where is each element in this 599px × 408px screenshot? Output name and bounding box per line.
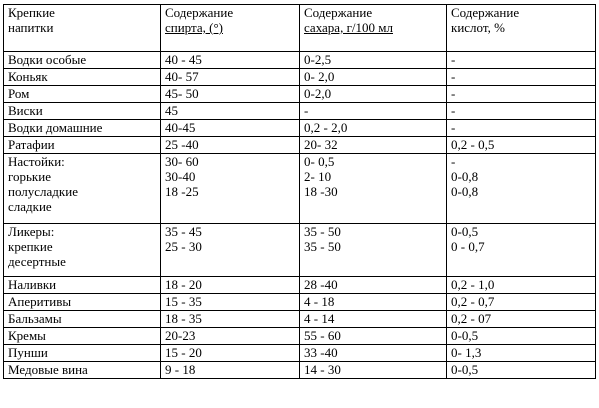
cell-text: Коньяк (8, 69, 48, 84)
cell-text: 0 - 0,7 (451, 239, 485, 254)
cell-name (4, 120, 161, 137)
cell-text: крепкие (8, 239, 53, 254)
cell-sugar (300, 224, 447, 277)
header-acid (447, 5, 596, 52)
cell-text: 28 -40 (304, 277, 338, 292)
cell-text: 0,2 - 07 (451, 311, 492, 326)
cell-text: 30- 60 (165, 154, 199, 169)
cell-acid (447, 345, 596, 362)
cell-text: 4 - 18 (304, 294, 335, 309)
cell-text: Аперитивы (8, 294, 72, 309)
cell-text: Пунши (8, 345, 48, 360)
cell-text: 0-0,8 (451, 169, 479, 184)
cell-sugar (300, 52, 447, 69)
cell-text: 25 - 30 (165, 239, 202, 254)
cell-sugar (300, 328, 447, 345)
cell-name (4, 69, 161, 86)
cell-acid (447, 328, 596, 345)
cell-alcohol (161, 328, 300, 345)
cell-text: - (451, 52, 456, 67)
cell-acid (447, 86, 596, 103)
table-row (4, 362, 596, 379)
cell-text: - (304, 103, 309, 118)
cell-text: 35 - 50 (304, 224, 341, 239)
cell-text: 18 - 20 (165, 277, 202, 292)
header-text: Содержание (165, 5, 234, 20)
table-row (4, 120, 596, 137)
cell-name (4, 86, 161, 103)
cell-acid (447, 311, 596, 328)
cell-acid (447, 154, 596, 224)
cell-text: 55 - 60 (304, 328, 341, 343)
header-text: Содержание (304, 5, 373, 20)
cell-text: 15 - 20 (165, 345, 202, 360)
cell-text: 0-0,5 (451, 328, 479, 343)
cell-text: 45- 50 (165, 86, 199, 101)
header-text: Крепкие (8, 5, 55, 20)
table-row (4, 277, 596, 294)
cell-text: 0-2,5 (304, 52, 332, 67)
table-body (4, 52, 596, 379)
cell-text: Виски (8, 103, 43, 118)
cell-text: Наливки (8, 277, 57, 292)
cell-name (4, 52, 161, 69)
cell-text: 0-0,8 (451, 184, 479, 199)
cell-text: - (451, 120, 456, 135)
cell-text: 2- 10 (304, 169, 332, 184)
cell-name (4, 224, 161, 277)
cell-text: Водки особые (8, 52, 87, 67)
cell-text: - (451, 86, 456, 101)
table-row (4, 345, 596, 362)
cell-text: 35 - 50 (304, 239, 341, 254)
table-row (4, 154, 596, 224)
cell-text: 18 - 35 (165, 311, 202, 326)
cell-text: Ром (8, 86, 30, 101)
cell-sugar (300, 103, 447, 120)
cell-sugar (300, 311, 447, 328)
cell-sugar (300, 345, 447, 362)
table-row (4, 311, 596, 328)
cell-alcohol (161, 120, 300, 137)
cell-text: 0-0,5 (451, 362, 479, 377)
header-alcohol (161, 5, 300, 52)
cell-text: 25 -40 (165, 137, 199, 152)
header-row (4, 5, 596, 52)
cell-sugar (300, 137, 447, 154)
header-text: спирта, (°) (165, 20, 223, 35)
cell-name (4, 103, 161, 120)
cell-text: Кремы (8, 328, 46, 343)
table-row (4, 294, 596, 311)
cell-alcohol (161, 103, 300, 120)
cell-text: 33 -40 (304, 345, 338, 360)
cell-text: - (451, 154, 456, 169)
cell-text: - (451, 69, 456, 84)
table-row (4, 86, 596, 103)
cell-text: сладкие (8, 199, 52, 214)
table-row (4, 52, 596, 69)
cell-acid (447, 137, 596, 154)
header-sugar (300, 5, 447, 52)
cell-alcohol (161, 52, 300, 69)
cell-text: 30-40 (165, 169, 196, 184)
header-text: Содержание (451, 5, 520, 20)
cell-acid (447, 224, 596, 277)
header-text: напитки (8, 20, 54, 35)
table-row (4, 103, 596, 120)
cell-sugar (300, 69, 447, 86)
cell-text: 45 (165, 103, 178, 118)
cell-text: 35 - 45 (165, 224, 202, 239)
table-row (4, 224, 596, 277)
cell-text: 0,2 - 0,5 (451, 137, 495, 152)
cell-text: Ликеры: (8, 224, 55, 239)
cell-text: горькие (8, 169, 51, 184)
cell-text: Водки домашние (8, 120, 103, 135)
cell-text: Бальзамы (8, 311, 62, 326)
cell-acid (447, 277, 596, 294)
cell-name (4, 137, 161, 154)
cell-alcohol (161, 294, 300, 311)
cell-name (4, 154, 161, 224)
cell-sugar (300, 362, 447, 379)
cell-text: Медовые вина (8, 362, 88, 377)
cell-text: десертные (8, 254, 66, 269)
cell-acid (447, 52, 596, 69)
cell-sugar (300, 277, 447, 294)
cell-alcohol (161, 69, 300, 86)
cell-alcohol (161, 154, 300, 224)
spirits-table (3, 4, 596, 379)
cell-text: Ратафии (8, 137, 55, 152)
cell-name (4, 362, 161, 379)
cell-text: 15 - 35 (165, 294, 202, 309)
cell-acid (447, 294, 596, 311)
cell-alcohol (161, 311, 300, 328)
header-name (4, 5, 161, 52)
cell-text: 40 - 45 (165, 52, 202, 67)
cell-text: полусладкие (8, 184, 78, 199)
cell-alcohol (161, 224, 300, 277)
cell-text: 40-45 (165, 120, 196, 135)
cell-alcohol (161, 137, 300, 154)
cell-text: 18 -25 (165, 184, 199, 199)
cell-name (4, 277, 161, 294)
cell-text: 20-23 (165, 328, 196, 343)
cell-sugar (300, 86, 447, 103)
header-text: сахара, г/100 мл (304, 20, 393, 35)
header-text: кислот, % (451, 20, 505, 35)
table-row (4, 328, 596, 345)
cell-name (4, 328, 161, 345)
cell-acid (447, 69, 596, 86)
cell-alcohol (161, 277, 300, 294)
cell-sugar (300, 154, 447, 224)
cell-name (4, 311, 161, 328)
cell-acid (447, 120, 596, 137)
table-row (4, 137, 596, 154)
cell-name (4, 345, 161, 362)
cell-text: 14 - 30 (304, 362, 341, 377)
cell-text: 0- 1,3 (451, 345, 482, 360)
cell-name (4, 294, 161, 311)
cell-acid (447, 103, 596, 120)
cell-sugar (300, 294, 447, 311)
cell-alcohol (161, 362, 300, 379)
cell-text: 0-2,0 (304, 86, 332, 101)
cell-text: 0,2 - 0,7 (451, 294, 495, 309)
cell-text: 0,2 - 1,0 (451, 277, 495, 292)
cell-text: 40- 57 (165, 69, 199, 84)
cell-acid (447, 362, 596, 379)
cell-text: 0- 2,0 (304, 69, 335, 84)
cell-text: - (451, 103, 456, 118)
cell-alcohol (161, 345, 300, 362)
cell-sugar (300, 120, 447, 137)
cell-text: Настойки: (8, 154, 65, 169)
cell-text: 0- 0,5 (304, 154, 335, 169)
cell-text: 4 - 14 (304, 311, 335, 326)
cell-text: 0,2 - 2,0 (304, 120, 348, 135)
cell-alcohol (161, 86, 300, 103)
cell-text: 0-0,5 (451, 224, 479, 239)
table-row (4, 69, 596, 86)
cell-text: 20- 32 (304, 137, 338, 152)
cell-text: 18 -30 (304, 184, 338, 199)
cell-text: 9 - 18 (165, 362, 196, 377)
